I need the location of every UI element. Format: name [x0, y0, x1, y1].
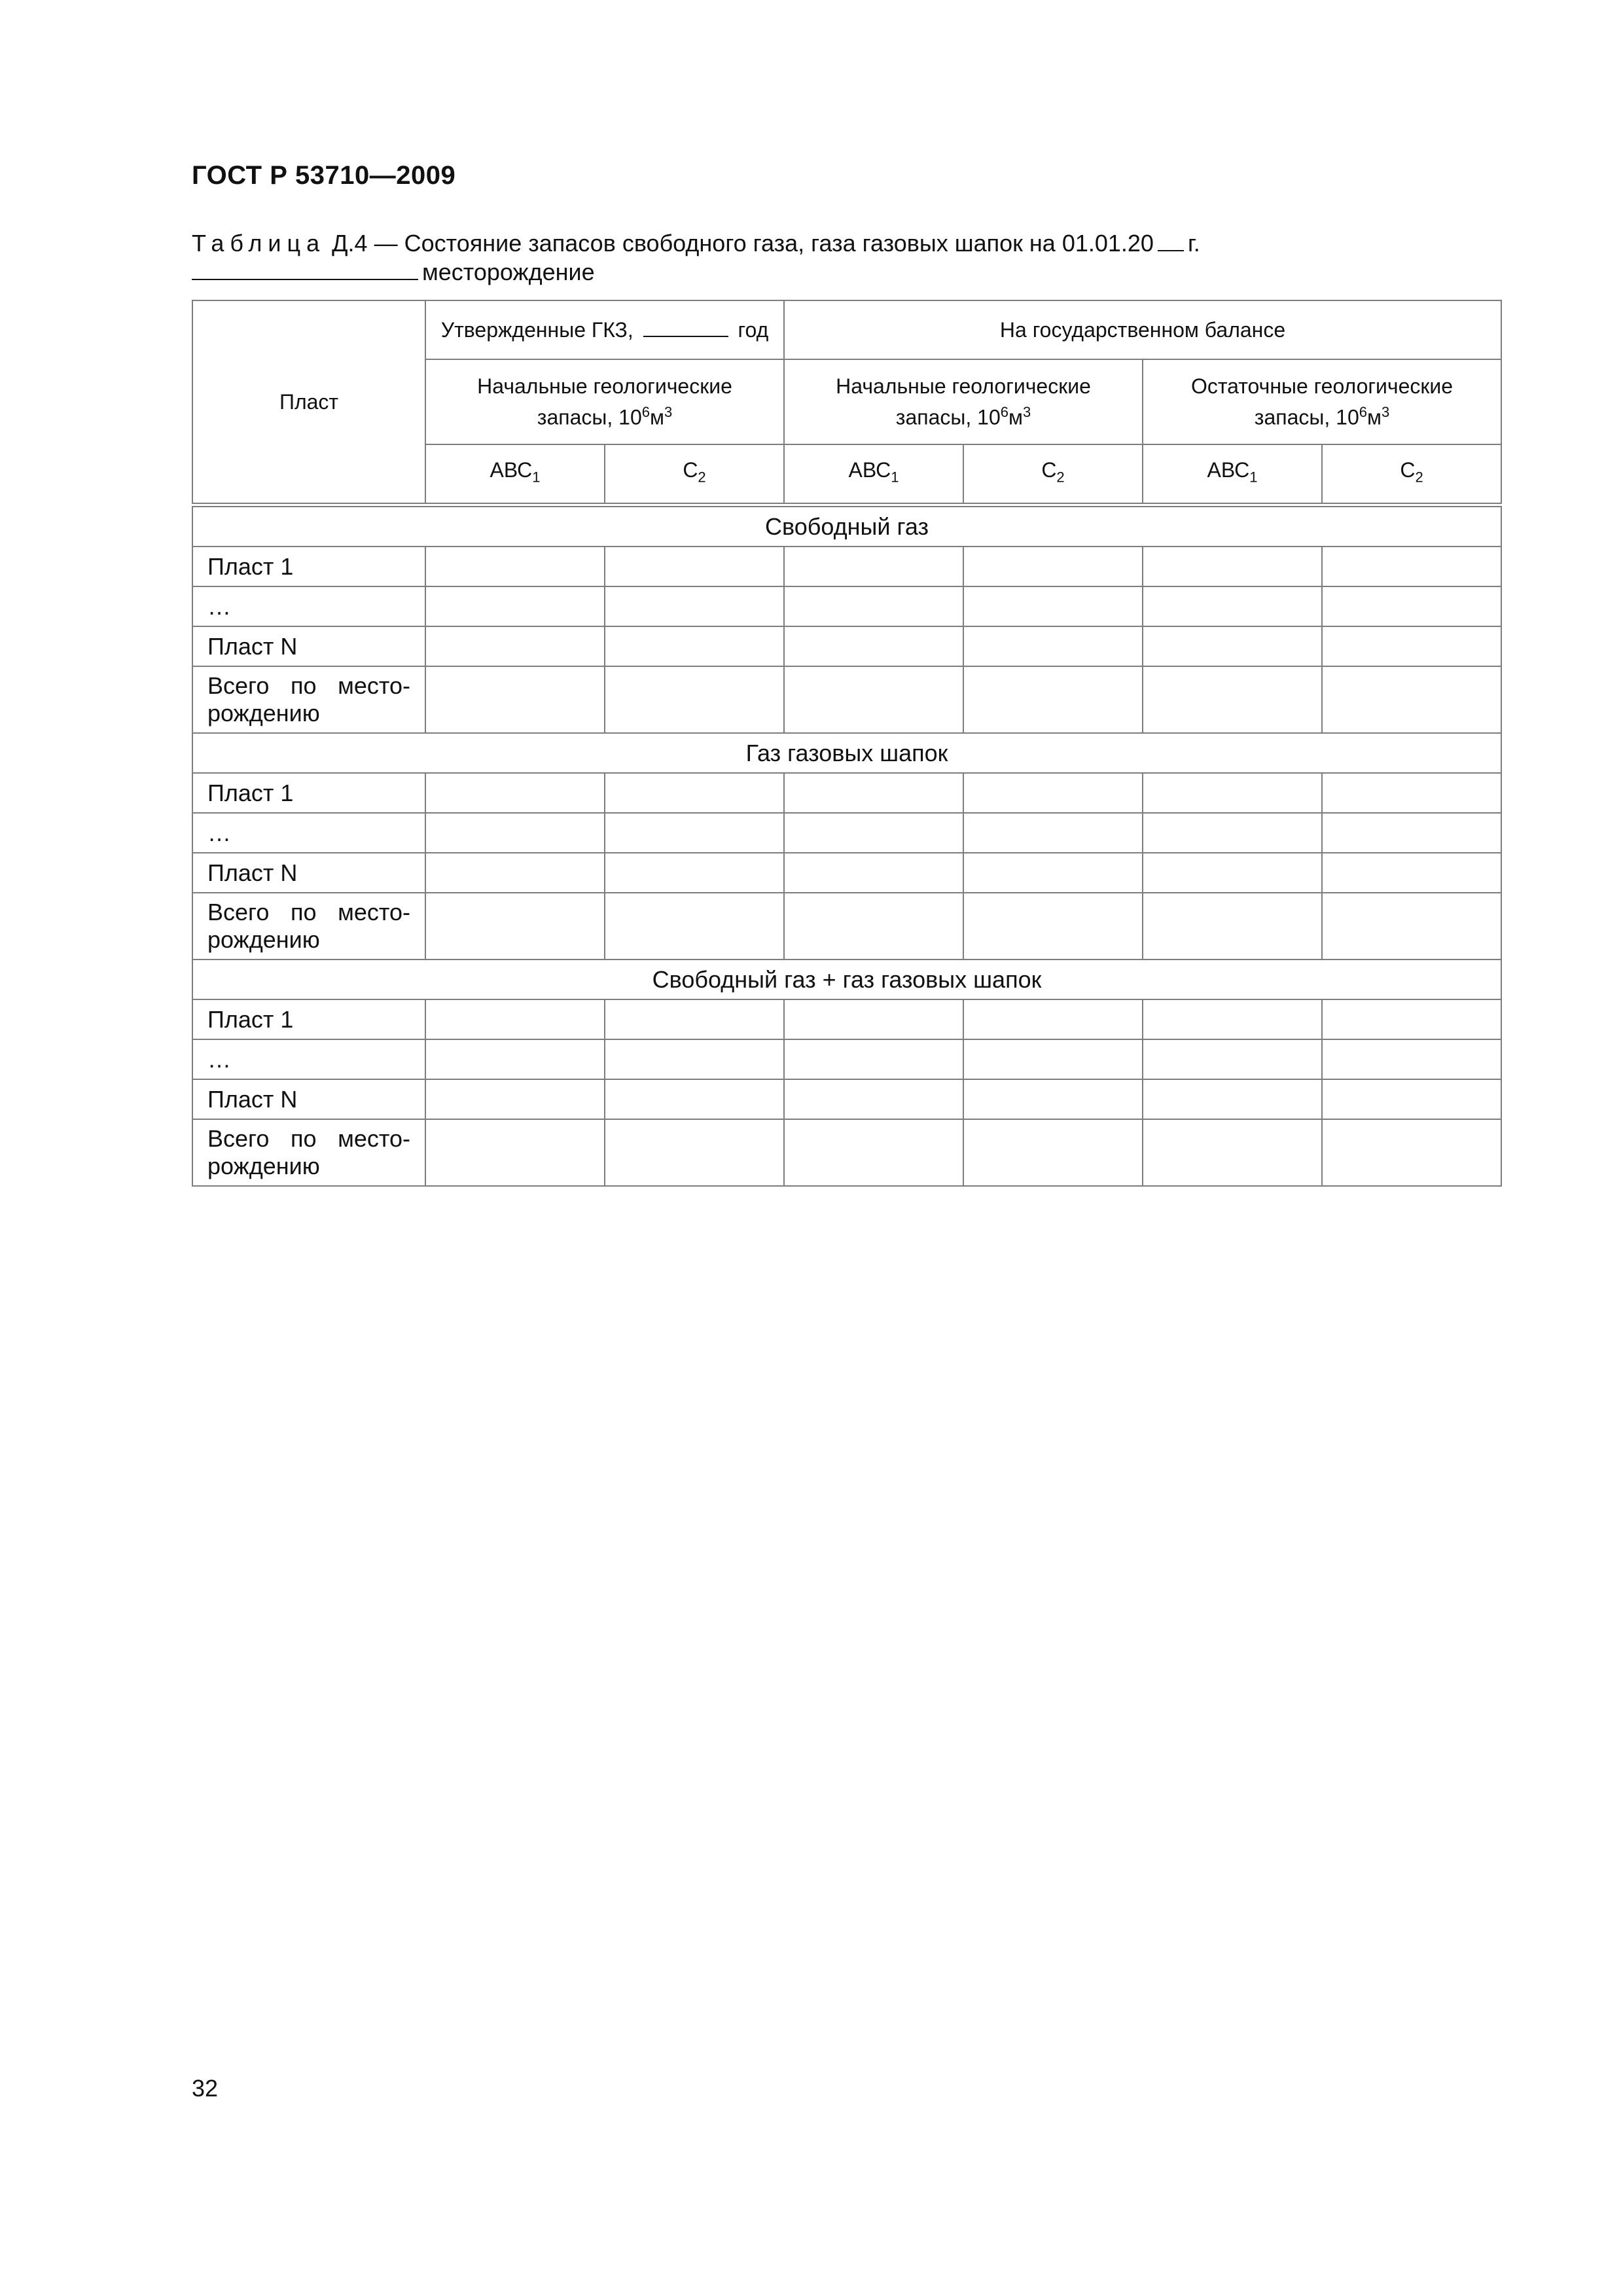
header-c2-initial: $С_2$ — [963, 444, 1143, 503]
data-cell[interactable] — [963, 893, 1143, 960]
reserves-table — [192, 300, 1502, 1187]
caption-field-word: месторождение — [422, 259, 595, 285]
data-cell[interactable] — [1143, 586, 1322, 626]
data-cell[interactable] — [1143, 1039, 1322, 1079]
data-cell[interactable] — [784, 666, 963, 733]
data-cell[interactable] — [425, 1079, 605, 1119]
caption-text: Состояние запасов свободного газа, газа газовых шапок на 01.01.20 — [404, 230, 1154, 257]
approved-prefix: Утвержденные ГКЗ, — [440, 318, 633, 342]
data-cell[interactable] — [1143, 813, 1322, 853]
data-cell[interactable] — [1143, 547, 1322, 586]
table-row — [192, 813, 1501, 853]
document-code: ГОСТ Р 53710—2009 — [192, 161, 456, 190]
data-cell[interactable] — [425, 586, 605, 626]
data-cell[interactable] — [1322, 1079, 1501, 1119]
exponent-6: 6 — [1359, 404, 1367, 421]
table-caption — [192, 229, 1435, 287]
row-label: Пласт N — [192, 626, 425, 666]
table-row — [192, 1039, 1501, 1079]
data-cell[interactable] — [605, 999, 784, 1039]
header-layer: Пласт — [192, 300, 425, 503]
exponent-6: 6 — [641, 404, 650, 421]
data-cell[interactable] — [784, 586, 963, 626]
caption-line-1 — [192, 229, 1435, 258]
data-cell[interactable] — [963, 626, 1143, 666]
header-initial-reserves-balance — [784, 359, 1143, 444]
data-cell[interactable] — [784, 547, 963, 586]
header-c2-residual: $С_2$ — [1322, 444, 1501, 503]
data-cell[interactable] — [784, 1119, 963, 1186]
header-state-balance: На государственном балансе — [784, 300, 1501, 359]
row-label: … — [192, 1039, 425, 1079]
data-cell[interactable] — [963, 547, 1143, 586]
data-cell[interactable] — [784, 893, 963, 960]
row-label: … — [192, 586, 425, 626]
approved-year-blank[interactable] — [643, 336, 728, 337]
page-number: 32 — [192, 2075, 219, 2102]
residual-reserves-label: Остаточные геологические запасы, 10 — [1190, 374, 1454, 429]
data-cell[interactable] — [425, 999, 605, 1039]
data-cell[interactable] — [605, 1119, 784, 1186]
data-cell[interactable] — [784, 626, 963, 666]
caption-year-suffix: г. — [1187, 230, 1200, 257]
data-cell[interactable] — [1322, 773, 1501, 813]
table-row — [192, 893, 1501, 960]
exponent-6: 6 — [1000, 404, 1008, 421]
data-cell[interactable] — [1143, 893, 1322, 960]
data-cell[interactable] — [605, 853, 784, 893]
table-row — [192, 773, 1501, 813]
row-label: Пласт N — [192, 853, 425, 893]
table-row — [192, 1119, 1501, 1186]
exponent-3: 3 — [1022, 404, 1031, 421]
data-cell[interactable] — [425, 853, 605, 893]
header-approved-gkz — [425, 300, 784, 359]
data-cell[interactable] — [605, 773, 784, 813]
header-c2-approved: $С_2$ — [605, 444, 784, 503]
data-cell[interactable] — [963, 999, 1143, 1039]
unit-m: м — [1008, 405, 1023, 429]
header-residual-reserves — [1143, 359, 1501, 444]
row-label-total: Всего по место-рождению — [192, 1119, 425, 1186]
data-cell[interactable] — [784, 773, 963, 813]
exponent-3: 3 — [664, 404, 673, 421]
data-cell[interactable] — [605, 1039, 784, 1079]
section-row — [192, 507, 1501, 547]
data-cell[interactable] — [605, 893, 784, 960]
data-cell[interactable] — [1143, 1119, 1322, 1186]
data-cell[interactable] — [425, 547, 605, 586]
exponent-3: 3 — [1382, 404, 1390, 421]
data-cell[interactable] — [784, 853, 963, 893]
section-title: Газ газовых шапок — [192, 733, 1501, 773]
data-cell[interactable] — [1143, 773, 1322, 813]
data-cell[interactable] — [1322, 1039, 1501, 1079]
caption-table-word: Таблица — [192, 230, 326, 257]
data-cell[interactable] — [425, 626, 605, 666]
data-cell[interactable] — [1143, 1079, 1322, 1119]
data-cell[interactable] — [425, 1039, 605, 1079]
data-cell[interactable] — [1322, 586, 1501, 626]
data-cell[interactable] — [1322, 999, 1501, 1039]
table-row — [192, 586, 1501, 626]
caption-year-blank[interactable] — [1158, 250, 1184, 251]
table-row — [192, 999, 1501, 1039]
row-label-total: Всего по место-рождению — [192, 666, 425, 733]
data-cell[interactable] — [1322, 666, 1501, 733]
data-cell[interactable] — [784, 1079, 963, 1119]
unit-m: м — [649, 405, 664, 429]
data-cell[interactable] — [784, 1039, 963, 1079]
row-label: Пласт 1 — [192, 999, 425, 1039]
data-cell[interactable] — [963, 1079, 1143, 1119]
row-label: Пласт N — [192, 1079, 425, 1119]
data-cell[interactable] — [605, 626, 784, 666]
header-abc1-approved: $АВС_1$ — [425, 444, 605, 503]
section-row — [192, 960, 1501, 999]
data-cell[interactable] — [605, 586, 784, 626]
initial-reserves-label-1: Начальные геологические запасы, 10 — [477, 374, 732, 429]
section-title: Свободный газ — [192, 507, 1501, 547]
data-cell[interactable] — [963, 813, 1143, 853]
approved-suffix: год — [738, 318, 769, 342]
table-row — [192, 853, 1501, 893]
data-cell[interactable] — [1143, 999, 1322, 1039]
header-initial-reserves-approved — [425, 359, 784, 444]
data-cell[interactable] — [963, 773, 1143, 813]
row-label: Пласт 1 — [192, 773, 425, 813]
header-abc1-residual: $АВС_1$ — [1143, 444, 1322, 503]
data-cell[interactable] — [1143, 853, 1322, 893]
data-cell[interactable] — [1322, 626, 1501, 666]
data-cell[interactable] — [605, 1079, 784, 1119]
table-row — [192, 626, 1501, 666]
data-cell[interactable] — [605, 666, 784, 733]
unit-m: м — [1367, 405, 1382, 429]
data-cell[interactable] — [425, 666, 605, 733]
data-cell[interactable] — [1143, 626, 1322, 666]
data-cell[interactable] — [1322, 893, 1501, 960]
data-cell[interactable] — [425, 773, 605, 813]
data-cell[interactable] — [1322, 1119, 1501, 1186]
data-cell[interactable] — [784, 999, 963, 1039]
data-cell[interactable] — [1143, 666, 1322, 733]
header-row-1 — [192, 300, 1501, 359]
caption-line-2 — [192, 258, 1435, 287]
data-cell[interactable] — [425, 813, 605, 853]
data-cell[interactable] — [605, 547, 784, 586]
caption-field-blank[interactable] — [192, 279, 418, 280]
section-row — [192, 733, 1501, 773]
data-cell[interactable] — [963, 1119, 1143, 1186]
data-cell[interactable] — [1322, 853, 1501, 893]
table-row — [192, 547, 1501, 586]
row-label: Пласт 1 — [192, 547, 425, 586]
caption-table-number: Д.4 — — [332, 230, 398, 257]
table-row — [192, 666, 1501, 733]
initial-reserves-label-2: Начальные геологические запасы, 10 — [836, 374, 1091, 429]
data-cell[interactable] — [425, 893, 605, 960]
data-cell[interactable] — [963, 1039, 1143, 1079]
data-cell[interactable] — [425, 1119, 605, 1186]
header-abc1-initial: $АВС_1$ — [784, 444, 963, 503]
row-label: … — [192, 813, 425, 853]
data-cell[interactable] — [963, 853, 1143, 893]
data-cell[interactable] — [1322, 547, 1501, 586]
data-cell[interactable] — [1322, 813, 1501, 853]
data-cell[interactable] — [605, 813, 784, 853]
data-cell[interactable] — [963, 666, 1143, 733]
data-cell[interactable] — [963, 586, 1143, 626]
table-row — [192, 1079, 1501, 1119]
data-cell[interactable] — [784, 813, 963, 853]
section-title: Свободный газ + газ газовых шапок — [192, 960, 1501, 999]
row-label-total: Всего по место-рождению — [192, 893, 425, 960]
